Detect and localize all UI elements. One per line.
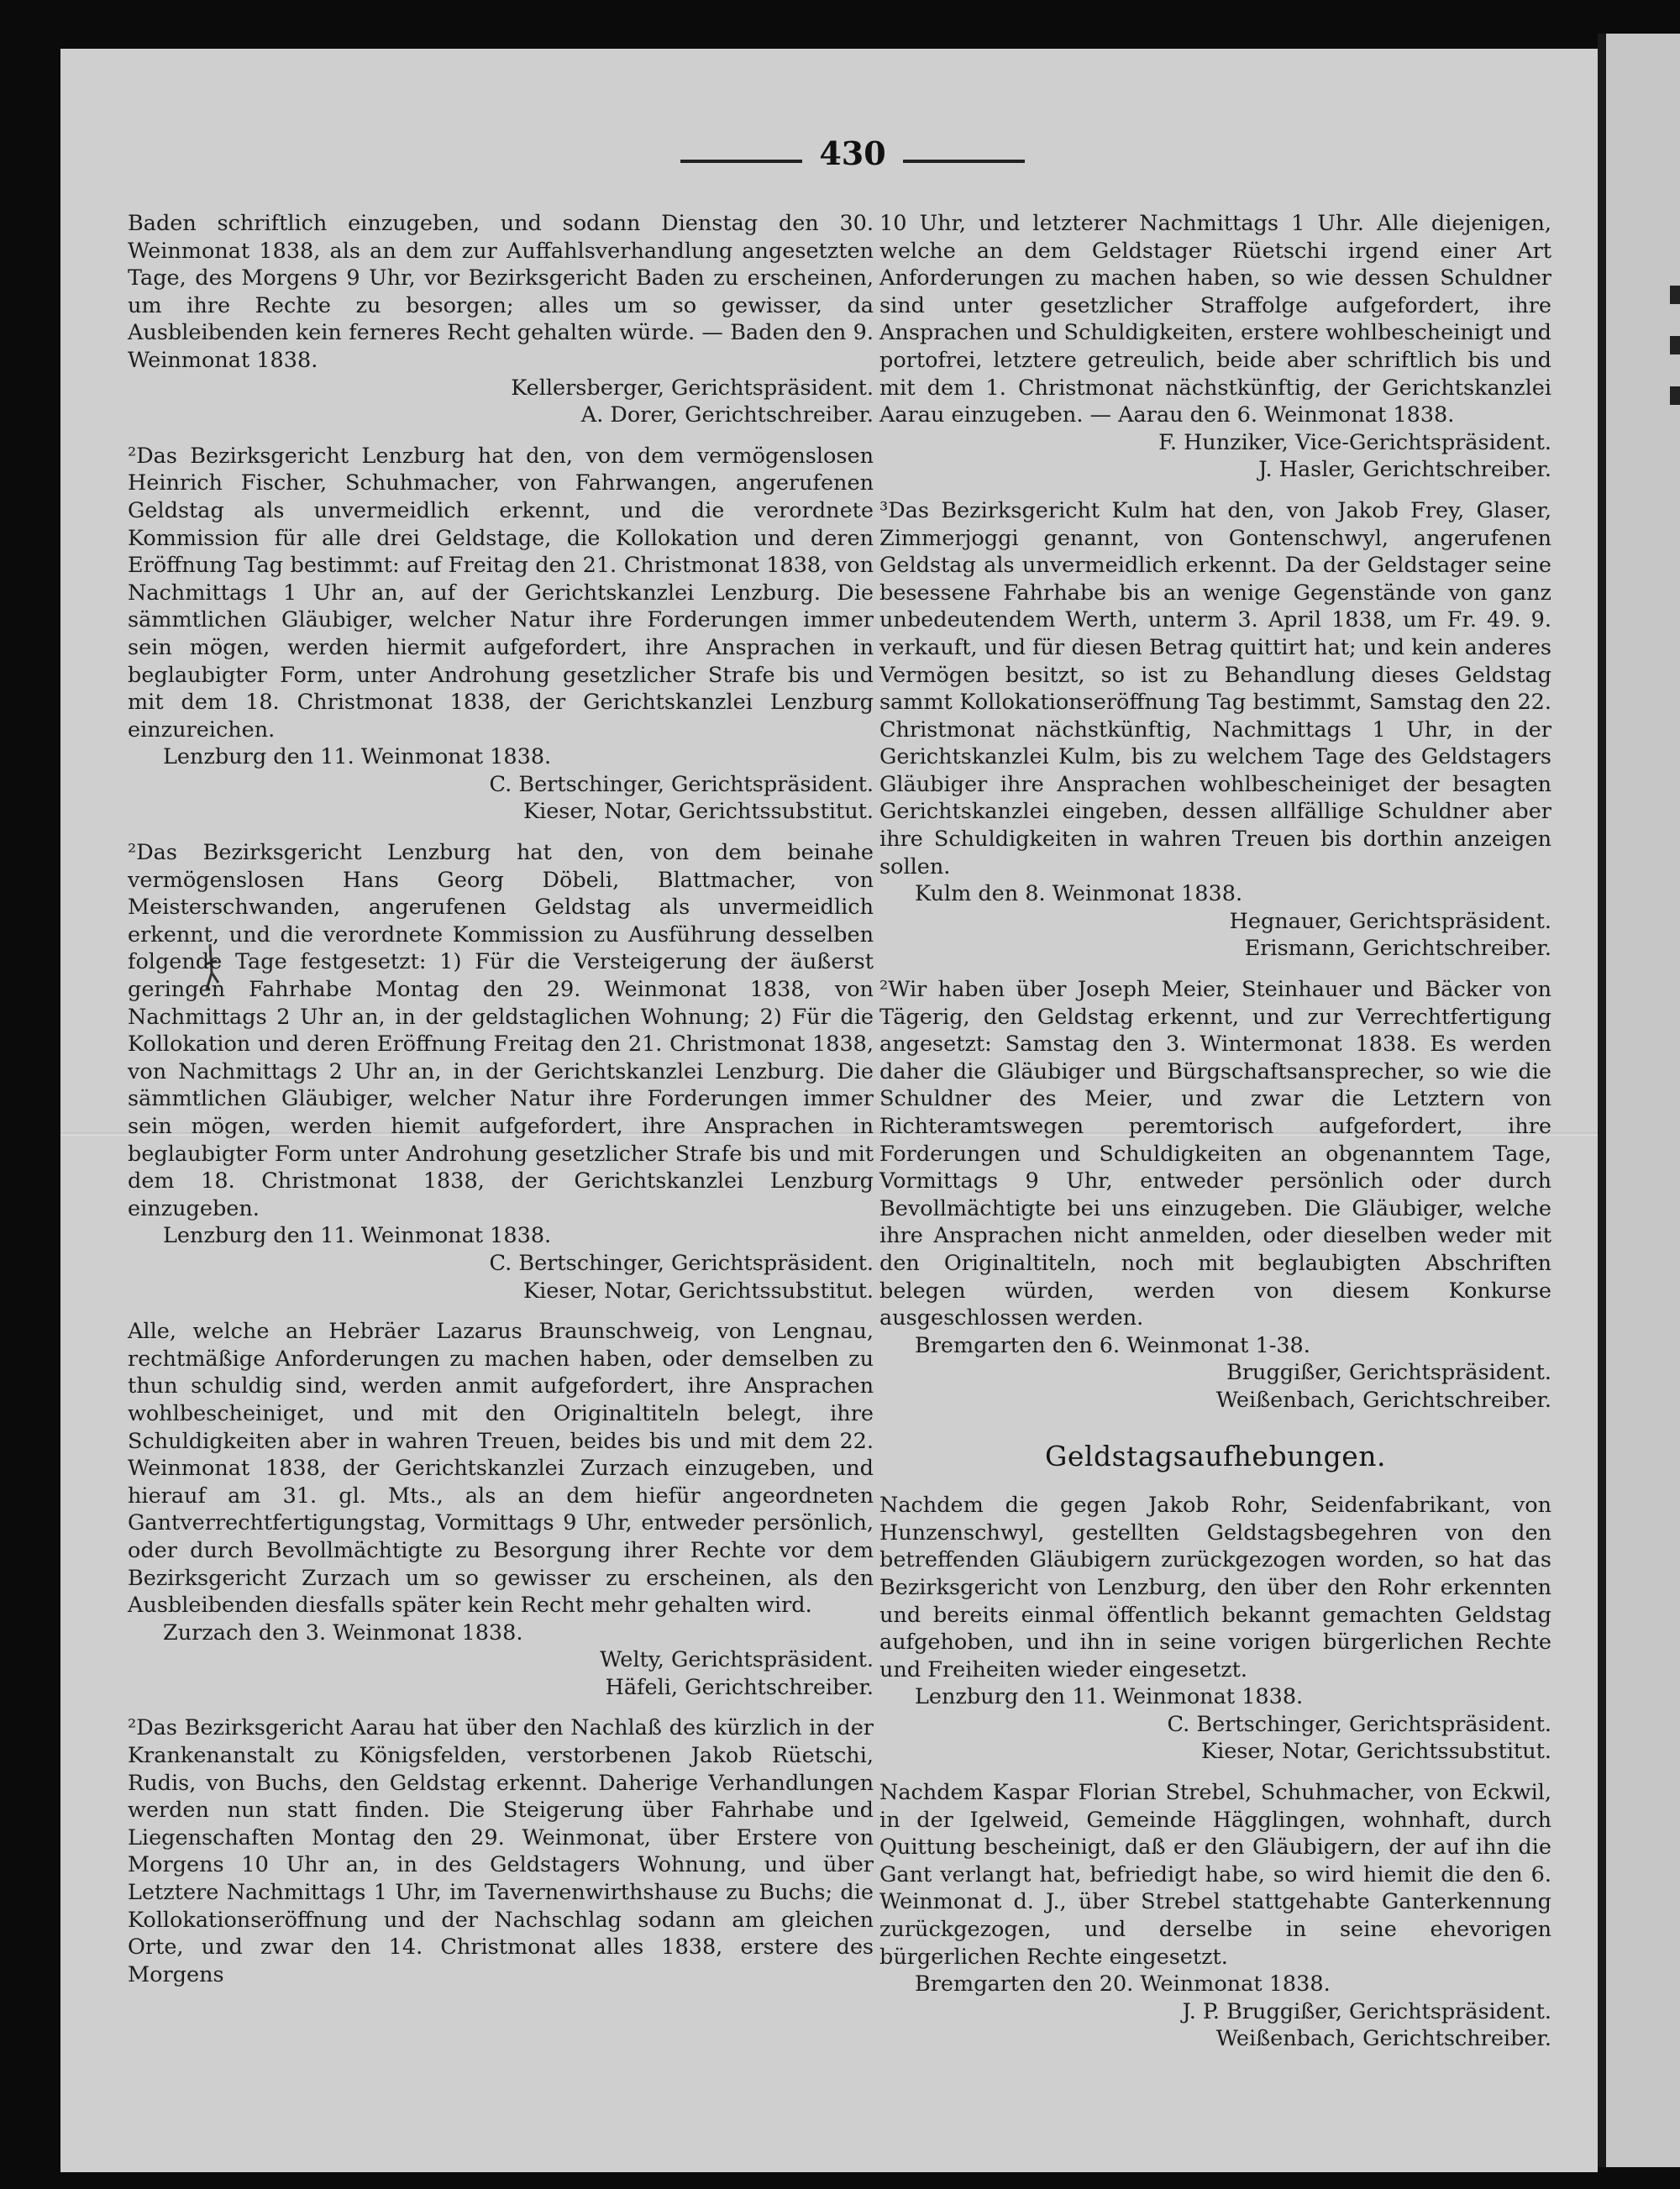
signature: J. Hasler, Gerichtschreiber. <box>1258 457 1551 483</box>
notice-rohr <box>879 1492 1551 1766</box>
notice-text: Alle, welche an Hebräer Lazarus Braunschweig, von Lengnau, rechtmäßige Anforderungen zu machen haben, oder demselben zu thun schuldig sind, werden anmit aufgefordert, ihre Ansprachen wohlbescheiniget, und mit den Originaltiteln belegt, ihre Schuldigkeiten aber in wahren Treuen, beides bis und mit dem 22. Weinmonat 1838, der Gerichtskanzlei Zurzach einzugeben, und hierauf am 31. gl. Mts., als an dem hiefür angeordneten Gantverrechtfertigungstag, Vormittags 9 Uhr, entweder persönlich, oder durch Bevollmächtigte zu Besorgung ihrer Rechte vor dem Bezirksgericht Zurzach um so gewisser zu erscheinen, als den Ausbleibenden diesfalls später kein Recht mehr gehalten wird. <box>128 1319 874 1619</box>
notice-doebeli <box>128 839 874 1304</box>
notice-date: Lenzburg den 11. Weinmonat 1838. <box>915 1684 1304 1710</box>
notice-text: Nachdem die gegen Jakob Rohr, Seidenfabrikant, von Hunzenschwyl, gestellten Geldstagsbegehren von den betreffenden Gläubigern zurückgezogen worden, so hat das Bezirksgericht von Lenzburg, den über den Rohr erkennten und bereits einmal öffentlich bekannt gemachten Geldstag aufgehoben, und ihn in seine vorigen bürgerlichen Rechte und Freiheiten wieder eingesetzt. <box>879 1493 1551 1682</box>
signature: C. Bertschinger, Gerichtspräsident. <box>489 771 874 797</box>
adjacent-page-edge <box>1598 34 1680 2167</box>
signature: Weißenbach, Gerichtschreiber. <box>1215 1387 1551 1413</box>
page-number: 430 <box>819 134 886 172</box>
signature: Kellersberger, Gerichtspräsident. <box>511 375 874 401</box>
notice-date: Lenzburg den 11. Weinmonat 1838. <box>163 744 552 770</box>
notice-rueetschi-continued <box>879 210 1551 484</box>
notice-date: Lenzburg den 11. Weinmonat 1838. <box>163 1223 552 1249</box>
notice-date: Kulm den 8. Weinmonat 1838. <box>915 881 1243 907</box>
signature: Welty, Gerichtspräsident. <box>600 1647 874 1673</box>
left-column <box>128 210 874 2002</box>
signature: Hegnauer, Gerichtspräsident. <box>1229 908 1551 934</box>
notice-fischer <box>128 443 874 826</box>
notice-text: Nachdem Kaspar Florian Strebel, Schuhmacher, von Eckwil, in der Igelweid, Gemeinde Hägglingen, wohnhaft, durch Quittung bescheinigt, daß er den Gläubigern, der auf ihn die Gant verlangt hat, befriedigt habe, so wird hiemit die den 6. Weinmonat d. J., über Strebel stattgehabte Ganterkennung zurückgezogen, und derselbe in seine ehevorigen bürgerlichen Rechte eingesetzt. <box>879 1780 1551 1970</box>
notice-text: ²Das Bezirksgericht Aarau hat über den Nachlaß des kürzlich in der Krankenanstalt zu Königsfelden, verstorbenen Jakob Rüetschi, Rudis, von Buchs, den Geldstag erkennt. Daherige Verhandlungen werden nun statt finden. Die Steigerung über Fahrhabe und Liegenschaften Montag den 29. Weinmonat, über Erstere von Morgens 10 Uhr an, in des Geldstagers Wohnung, und über Letztere Nachmittags 1 Uhr, im Tavernenwirthshause zu Buchs; die Kollokationseröffnung und der Nachschlag sodann am gleichen Orte, und zwar den 14. Christmonat alles 1838, erstere des Morgens <box>128 1715 874 1987</box>
notice-text: 10 Uhr, und letzterer Nachmittags 1 Uhr. Alle diejenigen, welche an dem Geldstager Rüetschi irgend einer Art Anforderungen zu machen haben, so wie dessen Schuldner sind unter gesetzlicher Straffolge aufgefordert, ihre Ansprachen und Schuldigkeiten, erstere wohlbescheinigt und portofrei, letztere getreulich, beide aber schriftlich bis und mit dem 1. Christmonat nächstkünftig, der Gerichtskanzlei Aarau einzugeben. — Aarau den 6. Weinmonat 1838. <box>879 211 1551 428</box>
notice-text: Baden schriftlich einzugeben, und sodann Dienstag den 30. Weinmonat 1838, als an dem zur Auffahlsverhandlung angesetzten Tage, des Morgens 9 Uhr, vor Bezirksgericht Baden zu erscheinen, um ihre Rechte zu besorgen; alles um so gewisser, da Ausbleibenden kein ferneres Recht gehalten würde. — Baden den 9. Weinmonat 1838. <box>128 211 874 373</box>
notice-baden <box>128 210 874 429</box>
notice-date: Zurzach den 3. Weinmonat 1838. <box>163 1619 523 1646</box>
signature: Erismann, Gerichtschreiber. <box>1244 936 1551 962</box>
signature: F. Hunziker, Vice-Gerichtspräsident. <box>1158 429 1551 455</box>
section-heading: Geldstagsaufhebungen. <box>1045 1439 1386 1472</box>
notice-braunschweig <box>128 1318 874 1701</box>
signature: A. Dorer, Gerichtschreiber. <box>580 402 874 428</box>
notice-rueetschi <box>128 1714 874 1988</box>
notice-text: ³Das Bezirksgericht Kulm hat den, von Jakob Frey, Glaser, Zimmerjoggi genannt, von Gontenschwyl, angerufenen Geldstag als unvermeidlich erkennt. Da der Geldstager seine besessene Fahrhabe bis an wenige Gegenstände von ganz unbedeutendem Werth, unterm 3. April 1838, um Fr. 49. 9. verkauft, und für diesen Betrag quittirt hat; und kein anderes Vermögen besitzt, so ist zu Behandlung dieses Geldstag sammt Kollokationseröffnung Tag bestimmt, Samstag den 22. Christmonat nächstkünftig, Nachmittags 1 Uhr, in der Gerichtskanzlei Kulm, bis zu welchem Tage des Geldstagers Gläubiger ihre Ansprachen wohlbescheiniget der besagten Gerichtskanzlei eingeben, dessen allfällige Schuldner aber ihre Schuldigkeiten in wahren Treuen bis dorthin anzeigen sollen. <box>879 497 1551 879</box>
notice-date: Bremgarten den 6. Weinmonat 1-38. <box>915 1332 1310 1358</box>
signature: Kieser, Notar, Gerichtssubstitut. <box>523 799 874 825</box>
signature: Häfeli, Gerichtschreiber. <box>605 1674 874 1700</box>
signature: Kieser, Notar, Gerichtssubstitut. <box>1201 1739 1551 1765</box>
notice-meier <box>879 976 1551 1415</box>
signature: C. Bertschinger, Gerichtspräsident. <box>1167 1711 1551 1737</box>
notice-text: ²Wir haben über Joseph Meier, Steinhauer und Bäcker von Tägerig, den Geldstag erkennt, und zur Verrechtfertigung angesetzt: Samstag den 3. Wintermonat 1838. Es werden daher die Gläubiger und Bürgschaftsansprecher, so wie die Schuldner des Meier, und zwar die Letztern von Richteramtswegen peremtorisch aufgefordert, ihre Forderungen und Schuldigkeiten an obgenanntem Tage, Vormittags 9 Uhr, entweder persönlich oder durch Bevollmächtigte bei uns einzugeben. Die Gläubiger, welche ihre Ansprachen nicht anmelden, oder dieselben weder mit den Originaltiteln, noch mit beglaubigten Abschriften belegen würden, werden von diesem Konkurse ausgeschlossen werden. <box>879 977 1551 1331</box>
notice-text: ²Das Bezirksgericht Lenzburg hat den, von dem vermögenslosen Heinrich Fischer, Schuhmacher, von Fahrwangen, angerufenen Geldstag als unvermeidlich erkennt, und die verordnete Kommission für alle drei Geldstage, die Kollokation und deren Eröffnung Tag bestimmt: auf Freitag den 21. Christmonat 1838, von Nachmittags 1 Uhr an, auf der Gerichtskanzlei Lenzburg. Die sämmtlichen Gläubiger, welcher Natur ihre Forderungen immer sein mögen, werden hiermit aufgefordert, ihre Ansprachen in beglaubigter Form, unter Androhung gesetzlicher Strafe bis und mit dem 18. Christmonat 1838, der Gerichtskanzlei Lenzburg einzureichen. <box>128 443 874 743</box>
signature: Weißenbach, Gerichtschreiber. <box>1215 2026 1551 2052</box>
header-rule-right <box>903 160 1025 163</box>
notice-date: Bremgarten den 20. Weinmonat 1838. <box>915 1971 1331 1997</box>
signature: Kieser, Notar, Gerichtssubstitut. <box>523 1278 874 1304</box>
header-rule-left <box>680 160 802 163</box>
notice-text: ²Das Bezirksgericht Lenzburg hat den, von dem beinahe vermögenslosen Hans Georg Döbeli, Blattmacher, von Meisterschwanden, angerufenen Geldstag als unvermeidlich erkennt, und die verordnete Kommission zu Ausführung desselben folgende Tage festgesetzt: 1) Für die Versteigerung der äußerst geringen Fahrhabe Montag den 29. Weinmonat 1838, von Nachmittags 2 Uhr an, in der geldstaglichen Wohnung; 2) Für die Kollokation und deren Eröffnung Freitag den 21. Christmonat 1838, von Nachmittags 2 Uhr an, in der Gerichtskanzlei Lenzburg. Die sämmtlichen Gläubiger, welcher Natur ihre Forderungen immer sein mögen, werden hiemit aufgefordert, ihre Ansprachen in beglaubigter Form unter Androhung gesetzlicher Strafe bis und mit dem 18. Christmonat 1838, der Gerichtskanzlei Lenzburg einzugeben. <box>128 840 874 1221</box>
notice-strebel <box>879 1779 1551 2053</box>
signature: Bruggißer, Gerichtspräsident. <box>1226 1360 1551 1386</box>
signature: C. Bertschinger, Gerichtspräsident. <box>489 1250 874 1276</box>
signature: J. P. Bruggißer, Gerichtspräsident. <box>1182 1998 1551 2024</box>
right-column <box>879 210 1551 2066</box>
notice-frey <box>879 497 1551 963</box>
